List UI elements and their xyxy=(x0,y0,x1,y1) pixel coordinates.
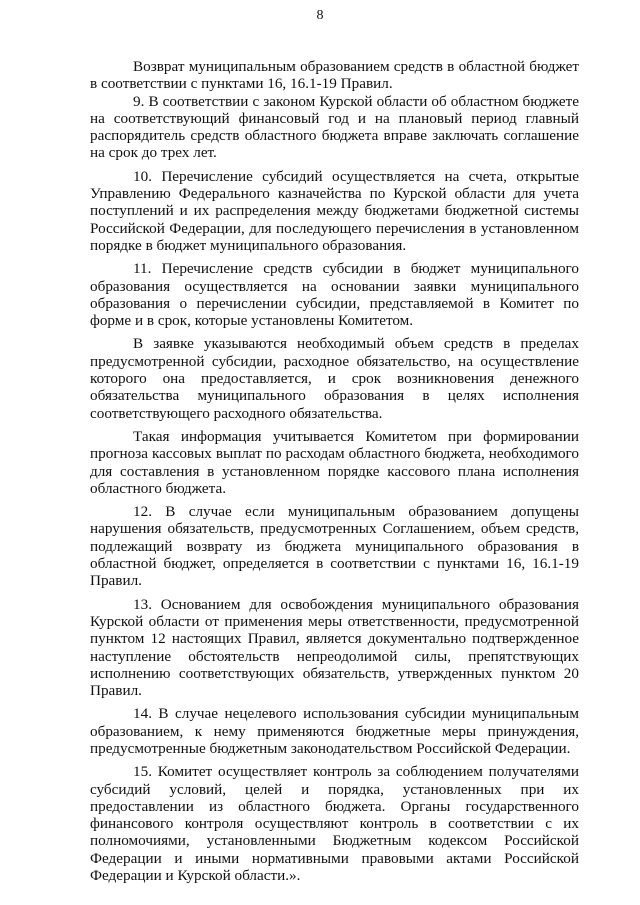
paragraph-13: 13. Основанием для освобождения муниципального образования Курской области от применения меры ответственности, предусмотренной пунктом 12 настоящих Правил, является документально подтвержденное наступление обстоятельств непреодолимой силы, препятствующих исполнению соответствующих обязательств, утвержденных пунктом 20 Правил. xyxy=(90,595,579,700)
paragraph-refund-note: Возврат муниципальным образованием средств в областной бюджет в соответствии с пунктами 16, 16.1-19 Правил. xyxy=(90,58,579,93)
paragraph-9: 9. В соответствии с законом Курской области об областном бюджете на соответствующий финансовый год и на плановый период главный распорядитель средств областного бюджета вправе заключать соглашение на срок до трех лет. xyxy=(90,92,579,162)
document-body xyxy=(90,58,579,884)
paragraph-15: 15. Комитет осуществляет контроль за соблюдением получателями субсидий условий, целей и порядка, установленных при их предоставлении из областного бюджета. Органы государственного финансового контроля осуществляют контроль в соответствии с их полномочиями, установленными Бюджетным кодексом Российской Федерации и иными нормативными правовыми актами Российской Федерации и Курской области.». xyxy=(90,763,579,885)
paragraph-12: 12. В случае если муниципальным образованием допущены нарушения обязательств, предусмотренных Соглашением, объем средств, подлежащий возврату из бюджета муниципального образования в областной бюджет, определяется в соответствии с пунктами 16, 16.1-19 Правил. xyxy=(90,503,579,590)
paragraph-11-forecast: Такая информация учитывается Комитетом при формировании прогноза кассовых выплат по расходам областного бюджета, необходимого для составления в установленном порядке кассового плана исполнения областного бюджета. xyxy=(90,427,579,497)
page-number: 8 xyxy=(316,8,324,23)
paragraph-11-request-details: В заявке указываются необходимый объем средств в пределах предусмотренной субсидии, расходное обязательство, на осуществление которого она предоставляется, и срок возникновения денежного обязательства муниципального образования в целях исполнения соответствующего расходного обязательства. xyxy=(90,335,579,422)
paragraph-11: 11. Перечисление средств субсидии в бюджет муниципального образования осуществляется на основании заявки муниципального образования о перечислении субсидии, представляемой в Комитет по форме и в срок, которые установлены Комитетом. xyxy=(90,260,579,330)
paragraph-10: 10. Перечисление субсидий осуществляется на счета, открытые Управлению Федерального казначейства по Курской области для учета поступлений и их распределения между бюджетами бюджетной системы Российской Федерации, для последующего перечисления в установленном порядке в бюджет муниципального образования. xyxy=(90,167,579,254)
paragraph-14: 14. В случае нецелевого использования субсидии муниципальным образованием, к нему применяются бюджетные меры принуждения, предусмотренные бюджетным законодательством Российской Федерации. xyxy=(90,705,579,757)
